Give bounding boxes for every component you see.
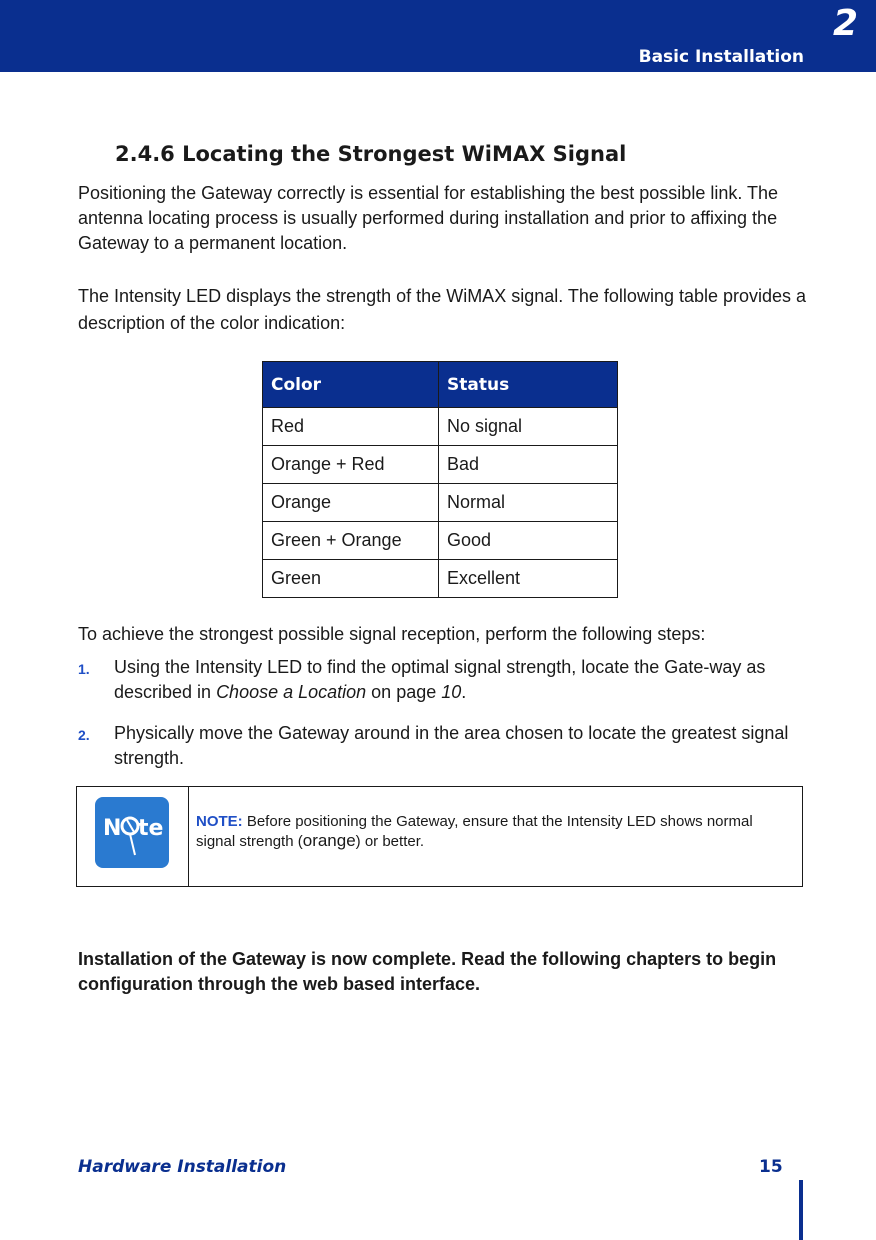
table-row <box>263 408 618 446</box>
closing-statement: Installation of the Gateway is now complete. Read the following chapters to begin configuration through the web based interface. <box>78 949 777 994</box>
table-row <box>263 522 618 560</box>
color-cell: Green <box>263 560 439 598</box>
status-cell: Normal <box>439 484 618 522</box>
footer-rule <box>799 1180 803 1240</box>
note-icon-letters: te <box>138 816 164 841</box>
step-number: 2. <box>78 727 90 743</box>
header-bar <box>0 0 876 72</box>
footer-title: Hardware Installation <box>78 1157 287 1177</box>
step-text-end: . <box>461 682 467 702</box>
intro-paragraph: Positioning the Gateway correctly is essential for establishing the best possible link. The antenna locating process is usually performed during installation and prior to affixing the Gateway to a permanent location. <box>78 183 779 253</box>
note-text-end: ) or better. <box>355 833 425 850</box>
color-cell: Green + Orange <box>263 522 439 560</box>
note-text-start: Before positioning the Gateway, ensure that the Intensity LED shows normal signal strength ( <box>196 813 753 850</box>
chapter-title: Basic Installation <box>638 47 804 67</box>
status-cell: No signal <box>439 408 618 446</box>
note-icon-letter: N <box>103 816 122 841</box>
step-text <box>114 655 813 705</box>
step-text-start: Using the Intensity LED to find the optimal signal strength, locate the Gate-way as described in <box>114 657 766 702</box>
note-icon-cell <box>77 787 189 886</box>
table-header-row <box>263 362 618 408</box>
status-cell: Excellent <box>439 560 618 598</box>
section-heading: 2.4.6 Locating the Strongest WiMAX Signal <box>115 142 627 166</box>
note-highlight: orange <box>302 831 356 850</box>
column-header-color: Color <box>263 362 439 408</box>
status-cell: Bad <box>439 446 618 484</box>
page-number: 15 <box>759 1157 783 1177</box>
table-row <box>263 446 618 484</box>
color-cell: Orange + Red <box>263 446 439 484</box>
color-cell: Orange <box>263 484 439 522</box>
note-label: NOTE: <box>196 813 243 830</box>
status-cell: Good <box>439 522 618 560</box>
led-color-table <box>262 361 618 598</box>
cross-reference-title: Choose a Location <box>216 682 367 702</box>
page-reference: 10 <box>441 682 462 702</box>
table-row <box>263 560 618 598</box>
note-box <box>76 786 803 887</box>
led-paragraph: The Intensity LED displays the strength of the WiMAX signal. The following table provides a description of the color indication: <box>78 286 807 333</box>
step-text: Physically move the Gateway around in the area chosen to locate the greatest signal strength. <box>114 723 789 768</box>
step-text-middle: on page <box>366 682 442 702</box>
note-text <box>196 812 786 851</box>
column-header-status: Status <box>439 362 618 408</box>
color-cell: Red <box>263 408 439 446</box>
table-row <box>263 484 618 522</box>
steps-intro: To achieve the strongest possible signal reception, perform the following steps: <box>78 624 706 644</box>
step-number: 1. <box>78 661 90 677</box>
note-icon-graphic <box>95 797 169 868</box>
note-icon <box>95 797 169 868</box>
chapter-number: 2 <box>832 3 858 44</box>
